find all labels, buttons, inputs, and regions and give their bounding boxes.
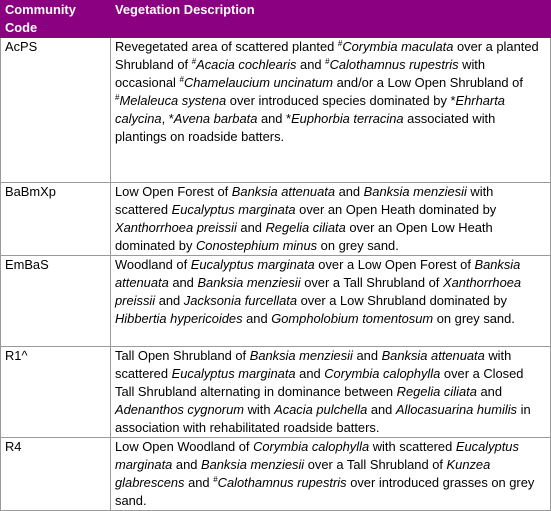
species-name: Calothamnus rupestris <box>329 57 459 72</box>
species-name: Banksia menziesii <box>249 348 353 363</box>
description-text: and <box>184 475 214 490</box>
description-text: on grey sand. <box>433 311 515 326</box>
description-text: Revegetated area of scattered planted <box>115 39 338 54</box>
community-code-cell: AcPS <box>1 38 111 183</box>
table-row <box>1 347 551 438</box>
description-text: Low Open Forest of <box>115 184 232 199</box>
community-code-cell: EmBaS <box>1 256 111 347</box>
table-row <box>1 183 551 256</box>
description-text: and * <box>257 111 292 126</box>
description-text: and <box>242 311 272 326</box>
description-text: and/or a Low Open Shrubland of <box>332 75 523 90</box>
description-text: and <box>352 348 382 363</box>
description-text: with scattered <box>115 348 512 381</box>
species-name: Euphorbia terracina <box>291 111 404 126</box>
species-name: Banksia menziesii <box>201 457 305 472</box>
description-text: and <box>367 402 396 417</box>
community-code-cell: R4 <box>1 438 111 511</box>
description-text: over a Tall Shrubland of <box>300 275 443 290</box>
species-name: Eucalyptus marginata <box>171 366 296 381</box>
species-name: Eucalyptus marginata <box>115 439 519 472</box>
species-name: Calothamnus rupestris <box>217 475 347 490</box>
description-text: over a Closed Tall Shrubland alternating in dominance between <box>115 366 524 399</box>
planted-marker: # <box>325 57 330 66</box>
description-text: , * <box>161 111 174 126</box>
species-name: Banksia menziesii <box>197 275 301 290</box>
species-name: Regelia ciliata <box>265 220 346 235</box>
planted-marker: # <box>337 39 343 48</box>
species-name: Chamelaucium uncinatum <box>183 75 333 90</box>
table-row <box>1 438 551 511</box>
description-text: Tall Open Shrubland of <box>115 348 250 363</box>
header-vegetation-description: Vegetation Description <box>111 1 551 38</box>
planted-marker: # <box>213 475 218 484</box>
description-text: and <box>476 384 502 399</box>
species-name: Eucalyptus marginata <box>190 257 315 272</box>
species-name: Eucalyptus marginata <box>171 202 296 217</box>
species-name: Banksia attenuata <box>231 184 335 199</box>
description-text: with occasional <box>115 57 486 90</box>
description-text: on grey sand. <box>317 238 399 253</box>
planted-marker: # <box>191 57 197 66</box>
community-code-cell: R1^ <box>1 347 111 438</box>
species-name: Corymbia calophylla <box>253 439 370 454</box>
species-name: Kunzea glabrescens <box>115 457 491 490</box>
planted-marker: # <box>179 75 184 84</box>
description-text: over an Open Heath dominated by <box>295 202 497 217</box>
description-text: associated with plantings on roadside batters. <box>115 111 496 144</box>
header-community-code: Community Code <box>1 1 111 38</box>
description-text: over a Low Open Forest of <box>314 257 475 272</box>
species-name: Regelia ciliata <box>396 384 477 399</box>
description-text: and <box>296 57 326 72</box>
description-text: with scattered <box>369 439 456 454</box>
species-name: Acacia pulchella <box>274 402 368 417</box>
species-name: Banksia attenuata <box>115 257 521 290</box>
species-name: Corymbia calophylla <box>324 366 441 381</box>
description-text: over a Tall Shrubland of <box>304 457 447 472</box>
description-text: in association with rehabilitated roadside batters. <box>115 402 531 435</box>
species-name: Avena barbata <box>173 111 258 126</box>
species-name: Jacksonia furcellata <box>183 293 298 308</box>
description-text: with <box>244 402 275 417</box>
description-text: over a Low Shrubland dominated by <box>297 293 507 308</box>
description-text: and <box>295 366 325 381</box>
species-name: Banksia menziesii <box>363 184 467 199</box>
species-name: Banksia attenuata <box>381 348 485 363</box>
description-text: and <box>335 184 364 199</box>
species-name: Acacia cochlearis <box>196 57 297 72</box>
description-text: with scattered <box>115 184 494 217</box>
species-name: Xanthorrhoea preissii <box>115 275 522 308</box>
description-text: over introduced grasses on grey sand. <box>115 475 535 508</box>
table-header-row <box>1 1 551 38</box>
description-text: and <box>236 220 266 235</box>
vegetation-description-cell <box>111 347 551 438</box>
community-code-cell: BaBmXp <box>1 183 111 256</box>
description-text: over introduced species dominated by * <box>226 93 456 108</box>
description-text: over an Open Low Heath dominated by <box>115 220 493 253</box>
table-row <box>1 38 551 183</box>
species-name: Corymbia maculata <box>342 39 454 54</box>
description-text: over a planted Shrubland of <box>115 39 539 72</box>
table-row <box>1 256 551 347</box>
species-name: Ehrharta calycina <box>115 93 505 126</box>
description-text: Woodland of <box>115 257 191 272</box>
description-text: and <box>155 293 184 308</box>
species-name: Gompholobium tomentosum <box>271 311 434 326</box>
planted-marker: # <box>115 93 120 102</box>
species-name: Allocasuarina humilis <box>395 402 518 417</box>
vegetation-description-cell <box>111 38 551 183</box>
vegetation-description-cell <box>111 256 551 347</box>
species-name: Xanthorrhoea preissii <box>115 220 237 235</box>
species-name: Conostephium minus <box>195 238 318 253</box>
description-text: and <box>168 275 198 290</box>
vegetation-description-cell <box>111 183 551 256</box>
description-text: Low Open Woodland of <box>115 439 254 454</box>
species-name: Hibbertia hypericoides <box>115 311 243 326</box>
species-name: Melaleuca systena <box>119 93 227 108</box>
species-name: Adenanthos cygnorum <box>115 402 244 417</box>
vegetation-description-cell <box>111 438 551 511</box>
description-text: and <box>172 457 201 472</box>
